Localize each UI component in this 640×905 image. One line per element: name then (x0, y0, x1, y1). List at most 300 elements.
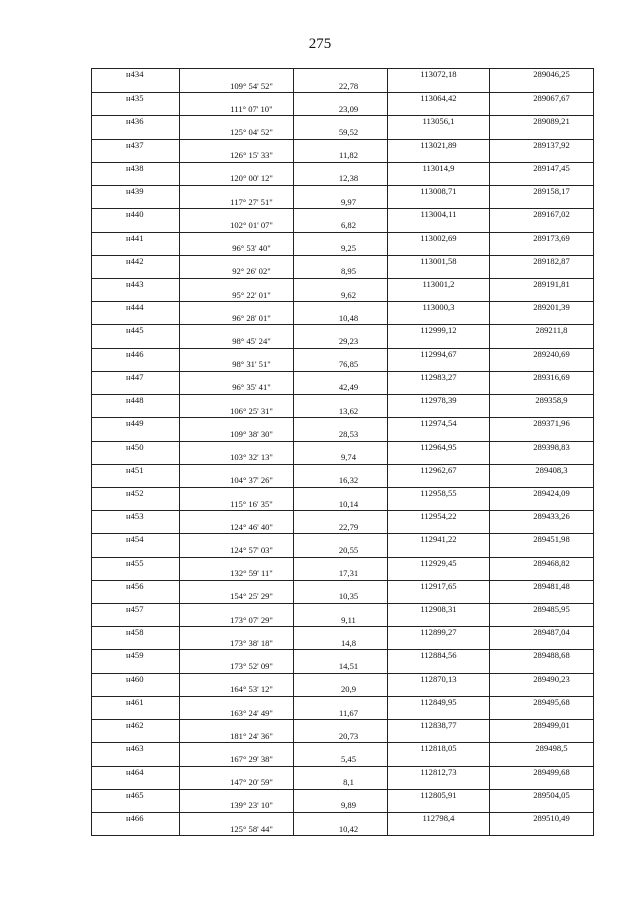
distance-cell (294, 209, 388, 220)
y-coordinate-cell (490, 754, 593, 766)
point-name-cell (92, 150, 180, 162)
point-name-cell (92, 545, 180, 557)
direction-angle-cell: 167° 29' 38" (180, 754, 294, 766)
table-row-point (92, 626, 593, 638)
direction-angle-cell: 96° 35' 41" (180, 382, 294, 394)
x-coordinate-cell: 113001,58 (388, 256, 490, 267)
y-coordinate-cell (490, 336, 593, 348)
distance-cell (294, 465, 388, 476)
x-coordinate-cell: 113072,18 (388, 69, 490, 81)
x-coordinate-cell: 112838,77 (388, 720, 490, 731)
y-coordinate-cell: 289089,21 (533, 116, 570, 127)
x-coordinate-cell: 112962,67 (388, 465, 490, 476)
direction-angle-cell (180, 743, 294, 754)
direction-angle-cell: 103° 32' 13" (180, 452, 294, 464)
distance-cell (294, 325, 388, 336)
table-row-segment (92, 800, 593, 812)
y-coordinate-cell (490, 150, 593, 162)
y-coordinate-cell (490, 313, 593, 325)
x-coordinate-cell (388, 290, 490, 302)
direction-angle-cell: 102° 01' 07" (180, 220, 294, 232)
y-coordinate-cell (490, 638, 593, 650)
point-name-cell: н461 (92, 697, 180, 708)
x-coordinate-cell (388, 104, 490, 116)
x-coordinate-cell (388, 731, 490, 743)
x-coordinate-cell (388, 243, 490, 255)
point-name-cell: н437 (92, 140, 180, 151)
y-coordinate-cell (490, 243, 593, 255)
x-coordinate-cell: 112978,39 (388, 395, 490, 406)
y-coordinate-cell (490, 127, 593, 139)
point-name-cell (92, 406, 180, 418)
table-row-segment (92, 731, 593, 743)
x-coordinate-cell (388, 568, 490, 580)
table-row-point (92, 232, 593, 244)
distance-cell (294, 395, 388, 406)
point-name-cell: н438 (92, 163, 180, 174)
distance-cell: 10,48 (294, 313, 388, 325)
x-coordinate-cell: 112812,73 (388, 767, 490, 778)
point-name-cell: н436 (92, 116, 180, 127)
direction-angle-cell (180, 697, 294, 708)
direction-angle-cell (180, 790, 294, 801)
x-coordinate-cell: 113004,11 (388, 209, 490, 220)
x-coordinate-cell: 112798,4 (388, 813, 490, 824)
x-coordinate-cell: 112964,95 (388, 442, 490, 453)
direction-angle-cell: 111° 07' 10" (180, 104, 294, 116)
table-row-segment (92, 359, 593, 371)
direction-angle-cell (180, 302, 294, 313)
direction-angle-cell: 126° 15' 33" (180, 150, 294, 162)
direction-angle-cell (180, 209, 294, 220)
y-coordinate-cell (490, 452, 593, 464)
point-name-cell: н456 (92, 581, 180, 592)
x-coordinate-cell: 113056,1 (388, 116, 490, 127)
direction-angle-cell (180, 372, 294, 383)
y-coordinate-cell: 289158,17 (533, 186, 570, 197)
distance-cell: 5,45 (294, 754, 388, 766)
table-row-point (92, 69, 593, 81)
table-row-point (92, 603, 593, 615)
point-name-cell: н449 (92, 418, 180, 429)
table-row-segment (92, 824, 593, 836)
y-coordinate-cell (490, 197, 593, 209)
direction-angle-cell (180, 69, 294, 81)
table-row-point (92, 255, 593, 267)
y-coordinate-cell: 289499,68 (533, 766, 570, 777)
point-name-cell (92, 104, 180, 116)
distance-cell (294, 790, 388, 801)
point-name-cell: н455 (92, 558, 180, 569)
point-name-cell: н465 (92, 790, 180, 801)
table-row-point (92, 324, 593, 336)
x-coordinate-cell: 112805,91 (388, 790, 490, 801)
point-name-cell (92, 290, 180, 302)
y-coordinate-cell: 289191,81 (533, 278, 570, 289)
x-coordinate-cell (388, 824, 490, 836)
x-coordinate-cell: 112994,67 (388, 349, 490, 360)
table-row-segment (92, 615, 593, 627)
point-name-cell: н446 (92, 349, 180, 360)
table-row-point (92, 812, 593, 824)
distance-cell: 23,09 (294, 104, 388, 116)
direction-angle-cell: 139° 23' 10" (180, 800, 294, 812)
distance-cell (294, 581, 388, 592)
direction-angle-cell (180, 581, 294, 592)
point-name-cell (92, 708, 180, 720)
direction-angle-cell (180, 186, 294, 197)
distance-cell: 13,62 (294, 406, 388, 418)
table-row-point (92, 510, 593, 522)
point-name-cell (92, 754, 180, 766)
x-coordinate-cell (388, 127, 490, 139)
table-row-segment (92, 220, 593, 232)
y-coordinate-cell: 289424,09 (533, 487, 570, 498)
point-name-cell: н439 (92, 186, 180, 197)
x-coordinate-cell: 112908,31 (388, 604, 490, 615)
point-name-cell: н440 (92, 209, 180, 220)
distance-cell (294, 256, 388, 267)
distance-cell (294, 442, 388, 453)
y-coordinate-cell: 289510,49 (533, 813, 570, 823)
table-row-point (92, 115, 593, 127)
distance-cell: 20,55 (294, 545, 388, 557)
point-name-cell (92, 197, 180, 209)
y-coordinate-cell (490, 824, 593, 836)
y-coordinate-cell (490, 777, 593, 789)
direction-angle-cell: 98° 31' 51" (180, 359, 294, 371)
distance-cell: 14,51 (294, 661, 388, 673)
y-coordinate-cell (490, 359, 593, 371)
distance-cell (294, 813, 388, 824)
x-coordinate-cell (388, 638, 490, 650)
point-name-cell: н443 (92, 279, 180, 290)
direction-angle-cell: 120° 00' 12" (180, 173, 294, 185)
table-row-segment (92, 382, 593, 394)
distance-cell (294, 140, 388, 151)
table-row-segment (92, 661, 593, 673)
x-coordinate-cell (388, 591, 490, 603)
x-coordinate-cell: 112849,95 (388, 697, 490, 708)
x-coordinate-cell (388, 197, 490, 209)
point-name-cell (92, 359, 180, 371)
distance-cell (294, 720, 388, 731)
distance-cell (294, 650, 388, 661)
y-coordinate-cell: 289167,02 (533, 209, 570, 220)
direction-angle-cell (180, 256, 294, 267)
table-row-point (92, 162, 593, 174)
direction-angle-cell: 92° 26' 02" (180, 266, 294, 278)
y-coordinate-cell: 289067,67 (533, 93, 570, 104)
table-row-point (92, 557, 593, 569)
distance-cell (294, 186, 388, 197)
x-coordinate-cell (388, 708, 490, 720)
table-row-segment (92, 313, 593, 325)
point-name-cell: н434 (92, 69, 180, 81)
y-coordinate-cell (490, 382, 593, 394)
table-row-segment (92, 429, 593, 441)
point-name-cell (92, 499, 180, 511)
y-coordinate-cell: 289495,68 (533, 696, 570, 707)
table-row-point (92, 742, 593, 754)
point-name-cell: н458 (92, 627, 180, 638)
point-name-cell: н460 (92, 674, 180, 685)
y-coordinate-cell: 289487,04 (533, 627, 570, 638)
x-coordinate-cell (388, 754, 490, 766)
table-row-segment (92, 499, 593, 511)
table-row-segment (92, 568, 593, 580)
table-row-point (92, 441, 593, 453)
point-name-cell (92, 313, 180, 325)
distance-cell (294, 418, 388, 429)
distance-cell (294, 488, 388, 499)
direction-angle-cell (180, 93, 294, 104)
y-coordinate-cell: 289211,8 (535, 325, 568, 336)
point-name-cell: н448 (92, 395, 180, 406)
distance-cell (294, 697, 388, 708)
distance-cell (294, 163, 388, 174)
direction-angle-cell (180, 720, 294, 731)
table-row-segment (92, 290, 593, 302)
x-coordinate-cell: 113021,89 (388, 140, 490, 151)
direction-angle-cell: 117° 27' 51" (180, 197, 294, 209)
x-coordinate-cell (388, 220, 490, 232)
y-coordinate-cell: 289488,68 (533, 650, 570, 661)
point-name-cell: н457 (92, 604, 180, 615)
x-coordinate-cell: 112870,13 (388, 674, 490, 685)
point-name-cell (92, 220, 180, 232)
distance-cell (294, 627, 388, 638)
distance-cell: 10,14 (294, 499, 388, 511)
point-name-cell: н444 (92, 302, 180, 313)
x-coordinate-cell: 112974,54 (388, 418, 490, 429)
direction-angle-cell: 109° 54' 52" (180, 81, 294, 93)
y-coordinate-cell (490, 661, 593, 673)
y-coordinate-cell: 289433,26 (533, 511, 570, 522)
direction-angle-cell: 173° 07' 29" (180, 615, 294, 627)
point-name-cell (92, 731, 180, 743)
y-coordinate-cell: 289481,48 (533, 580, 570, 591)
distance-cell: 59,52 (294, 127, 388, 139)
y-coordinate-cell (490, 684, 593, 696)
point-name-cell (92, 475, 180, 487)
table-row-segment (92, 81, 593, 93)
table-row-segment (92, 336, 593, 348)
x-coordinate-cell (388, 522, 490, 534)
direction-angle-cell: 96° 28' 01" (180, 313, 294, 325)
direction-angle-cell: 173° 38' 18" (180, 638, 294, 650)
distance-cell: 76,85 (294, 359, 388, 371)
direction-angle-cell: 125° 04' 52" (180, 127, 294, 139)
table-row-segment (92, 475, 593, 487)
direction-angle-cell: 164° 53' 12" (180, 684, 294, 696)
table-row-point (92, 139, 593, 151)
x-coordinate-cell: 112818,05 (388, 743, 490, 754)
y-coordinate-cell: 289046,25 (533, 69, 570, 79)
table-row-segment (92, 591, 593, 603)
distance-cell: 9,11 (294, 615, 388, 627)
x-coordinate-cell (388, 684, 490, 696)
table-row-segment (92, 708, 593, 720)
distance-cell (294, 279, 388, 290)
table-row-segment (92, 522, 593, 534)
x-coordinate-cell: 112884,56 (388, 650, 490, 661)
x-coordinate-cell (388, 173, 490, 185)
distance-cell: 11,82 (294, 150, 388, 162)
direction-angle-cell (180, 627, 294, 638)
point-name-cell (92, 382, 180, 394)
y-coordinate-cell (490, 731, 593, 743)
x-coordinate-cell: 112941,22 (388, 534, 490, 545)
x-coordinate-cell: 112983,27 (388, 372, 490, 383)
y-coordinate-cell (490, 708, 593, 720)
distance-cell (294, 511, 388, 522)
point-name-cell (92, 522, 180, 534)
point-name-cell: н445 (92, 325, 180, 336)
table-row-segment (92, 684, 593, 696)
distance-cell: 10,42 (294, 824, 388, 836)
distance-cell: 9,97 (294, 197, 388, 209)
x-coordinate-cell (388, 336, 490, 348)
table-row-point (92, 649, 593, 661)
y-coordinate-cell: 289358,9 (535, 395, 568, 406)
table-row-segment (92, 173, 593, 185)
direction-angle-cell (180, 604, 294, 615)
y-coordinate-cell (490, 522, 593, 534)
point-name-cell (92, 591, 180, 603)
direction-angle-cell (180, 233, 294, 244)
direction-angle-cell (180, 140, 294, 151)
x-coordinate-cell (388, 499, 490, 511)
direction-angle-cell (180, 511, 294, 522)
direction-angle-cell (180, 163, 294, 174)
x-coordinate-cell (388, 313, 490, 325)
direction-angle-cell (180, 442, 294, 453)
table-row-point (92, 766, 593, 778)
distance-cell: 10,35 (294, 591, 388, 603)
distance-cell (294, 372, 388, 383)
point-name-cell (92, 684, 180, 696)
distance-cell: 22,78 (294, 81, 388, 93)
direction-angle-cell (180, 650, 294, 661)
y-coordinate-cell: 289490,23 (533, 673, 570, 684)
point-name-cell: н435 (92, 93, 180, 104)
direction-angle-cell (180, 465, 294, 476)
direction-angle-cell: 115° 16' 35" (180, 499, 294, 511)
y-coordinate-cell (490, 615, 593, 627)
x-coordinate-cell (388, 545, 490, 557)
x-coordinate-cell: 112929,45 (388, 558, 490, 569)
direction-angle-cell: 125° 58' 44" (180, 824, 294, 836)
distance-cell: 22,79 (294, 522, 388, 534)
x-coordinate-cell: 113000,3 (388, 302, 490, 313)
x-coordinate-cell (388, 150, 490, 162)
point-name-cell (92, 568, 180, 580)
y-coordinate-cell (490, 568, 593, 580)
direction-angle-cell: 109° 38' 30" (180, 429, 294, 441)
distance-cell: 17,31 (294, 568, 388, 580)
table-row-point (92, 696, 593, 708)
table-row-segment (92, 406, 593, 418)
table-row-segment (92, 127, 593, 139)
distance-cell (294, 69, 388, 81)
y-coordinate-cell (490, 475, 593, 487)
point-name-cell: н447 (92, 372, 180, 383)
x-coordinate-cell: 112899,27 (388, 627, 490, 638)
page-number: 275 (308, 36, 332, 52)
x-coordinate-cell: 113064,42 (388, 93, 490, 104)
x-coordinate-cell (388, 382, 490, 394)
x-coordinate-cell (388, 661, 490, 673)
table-row-segment (92, 545, 593, 557)
y-coordinate-cell: 289408,3 (535, 464, 568, 475)
distance-cell (294, 604, 388, 615)
y-coordinate-cell: 289398,83 (533, 441, 570, 452)
distance-cell: 16,32 (294, 475, 388, 487)
point-name-cell (92, 661, 180, 673)
table-row-segment (92, 777, 593, 789)
direction-angle-cell: 106° 25' 31" (180, 406, 294, 418)
distance-cell: 9,62 (294, 290, 388, 302)
point-name-cell: н466 (92, 813, 180, 824)
x-coordinate-cell (388, 777, 490, 789)
direction-angle-cell: 124° 46' 40" (180, 522, 294, 534)
y-coordinate-cell (490, 290, 593, 302)
y-coordinate-cell: 289147,45 (533, 162, 570, 173)
table-row-segment (92, 266, 593, 278)
y-coordinate-cell: 289468,82 (533, 557, 570, 568)
distance-cell: 20,9 (294, 684, 388, 696)
distance-cell: 42,49 (294, 382, 388, 394)
y-coordinate-cell: 289499,01 (533, 720, 570, 731)
distance-cell: 6,82 (294, 220, 388, 232)
direction-angle-cell (180, 767, 294, 778)
table-row-point (92, 348, 593, 360)
direction-angle-cell: 95° 22' 01" (180, 290, 294, 302)
table-row-segment (92, 104, 593, 116)
point-name-cell: н451 (92, 465, 180, 476)
point-name-cell (92, 81, 180, 93)
y-coordinate-cell: 289371,96 (533, 418, 570, 429)
direction-angle-cell (180, 488, 294, 499)
distance-cell (294, 767, 388, 778)
direction-angle-cell: 132° 59' 11" (180, 568, 294, 580)
x-coordinate-cell: 113014,9 (388, 163, 490, 174)
point-name-cell (92, 266, 180, 278)
point-name-cell: н452 (92, 488, 180, 499)
point-name-cell (92, 638, 180, 650)
distance-cell: 11,67 (294, 708, 388, 720)
direction-angle-cell: 96° 53' 40" (180, 243, 294, 255)
y-coordinate-cell (490, 429, 593, 441)
table-row-point (92, 417, 593, 429)
table-row-segment (92, 150, 593, 162)
x-coordinate-cell (388, 266, 490, 278)
point-name-cell: н459 (92, 650, 180, 661)
direction-angle-cell (180, 418, 294, 429)
direction-angle-cell: 104° 37' 26" (180, 475, 294, 487)
distance-cell: 8,1 (294, 777, 388, 789)
table-row-point (92, 208, 593, 220)
direction-angle-cell (180, 674, 294, 685)
direction-angle-cell (180, 349, 294, 360)
x-coordinate-cell: 112958,55 (388, 488, 490, 499)
table-row-segment (92, 243, 593, 255)
table-row-point (92, 789, 593, 801)
x-coordinate-cell (388, 406, 490, 418)
table-row-point (92, 301, 593, 313)
distance-cell: 9,74 (294, 452, 388, 464)
